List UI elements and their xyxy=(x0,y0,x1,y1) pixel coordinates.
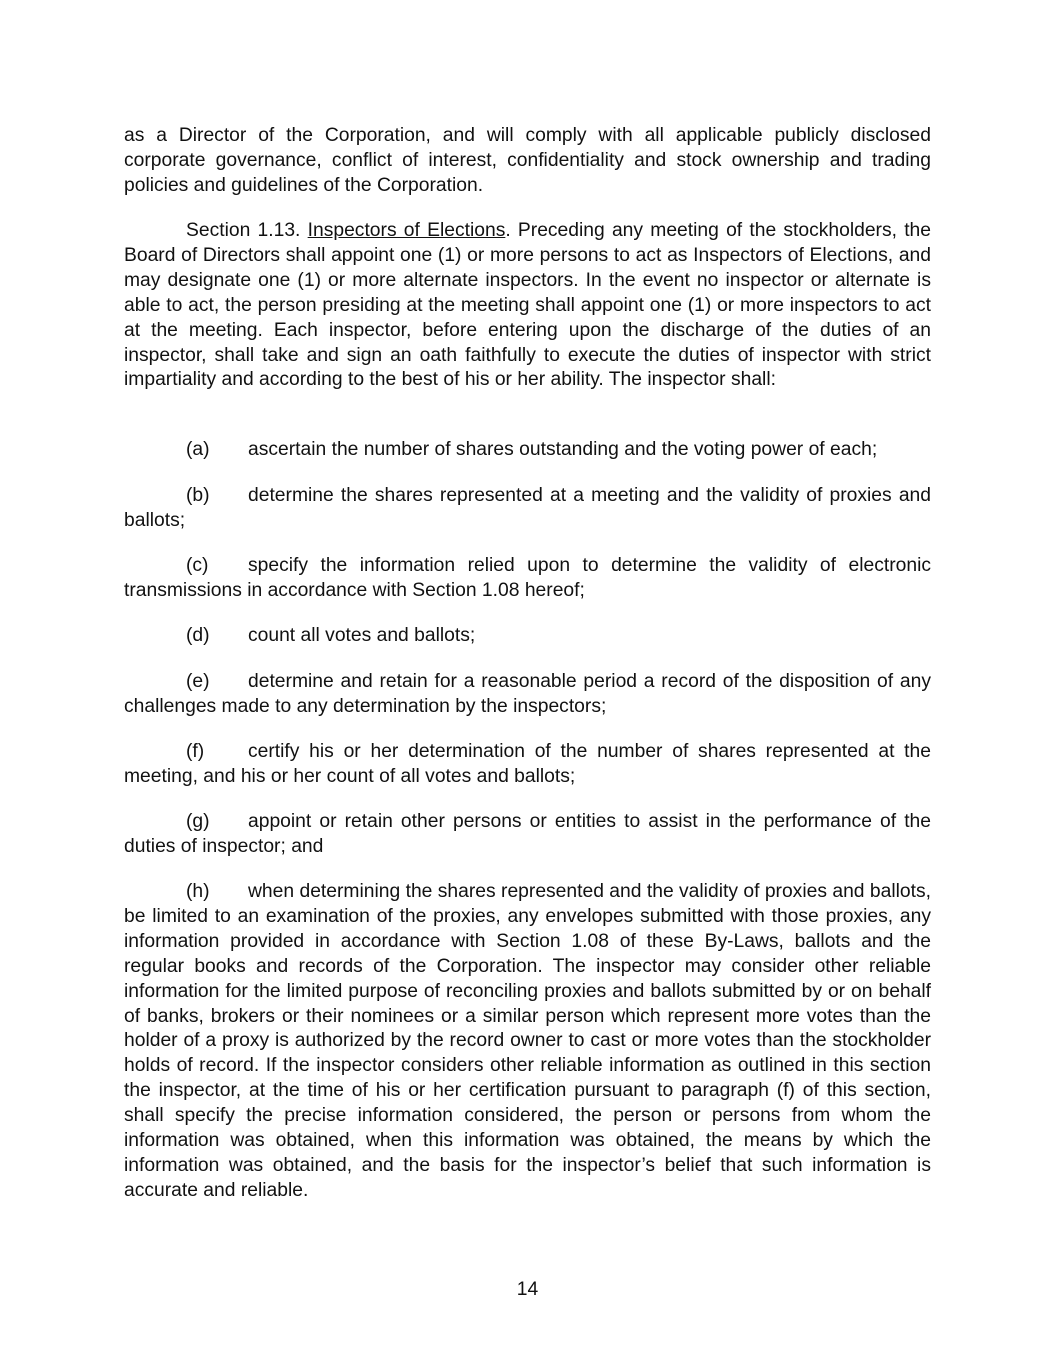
list-item xyxy=(124,554,931,604)
list-item-text: appoint or retain other persons or entities to assist in the performance of the duties of inspector; and xyxy=(124,811,931,857)
list-item-letter: (d) xyxy=(186,625,210,646)
list-item xyxy=(124,880,931,1204)
list-item-text: certify his or her determination of the number of shares represented at the meeting, and his or her count of all votes and ballots; xyxy=(124,741,931,787)
list-item-letter: (h) xyxy=(186,881,210,902)
section-title: Inspectors of Elections xyxy=(307,220,506,241)
section-1-13-paragraph xyxy=(124,219,931,393)
list-item-letter: (g) xyxy=(186,811,210,832)
list-item-text: specify the information relied upon to determine the validity of electronic transmissions in accordance with Section 1.08 hereof; xyxy=(124,555,931,601)
list-item xyxy=(124,670,931,720)
list-item xyxy=(124,810,931,860)
opening-paragraph: as a Director of the Corporation, and will comply with all applicable publicly disclosed corporate governance, conflict of interest, confidentiality and stock ownership and trading policies and guidelines of the Corporation. xyxy=(124,125,931,196)
list-item-text: determine and retain for a reasonable period a record of the disposition of any challenges made to any determination by the inspectors; xyxy=(124,671,931,717)
list-item xyxy=(124,740,931,790)
list-item-letter: (a) xyxy=(186,439,210,460)
list-item xyxy=(124,484,931,534)
list-item-text: count all votes and ballots; xyxy=(248,625,476,646)
list-item xyxy=(124,624,931,649)
list-item xyxy=(124,438,931,463)
list-item-letter: (f) xyxy=(186,741,205,762)
page-number: 14 xyxy=(516,1279,539,1300)
list-item-text: determine the shares represented at a meeting and the validity of proxies and ballots; xyxy=(124,485,931,531)
list-item-text: ascertain the number of shares outstanding and the voting power of each; xyxy=(248,439,878,460)
list-item-text: when determining the shares represented and the validity of proxies and ballots, be limited to an examination of the proxies, any envelopes submitted with those proxies, any information provided in accordance with Section 1.08 of these By-Laws, ballots and the regular books and records of the Corporation. The inspector may consider other reliable information for the limited purpose of reconciling proxies and ballots submitted by or on behalf of banks, brokers or their nominees or a similar person which represent more votes than the holder of a proxy is authorized by the record owner to cast or more votes than the stockholder holds of record. If the inspector considers other reliable information as outlined in this section the inspector, at the time of his or her certification pursuant to paragraph (f) of this section, shall specify the precise information considered, the person or persons from whom the information was obtained, when this information was obtained, the means by which the information was obtained, and the basis for the inspector’s belief that such information is accurate and reliable. xyxy=(124,881,931,1201)
list-item-letter: (c) xyxy=(186,555,209,576)
list-item-letter: (b) xyxy=(186,485,210,506)
list-item-letter: (e) xyxy=(186,671,210,692)
section-label: Section 1.13. xyxy=(186,220,301,241)
section-body: . Preceding any meeting of the stockholders, the Board of Directors shall appoint one (1) or more persons to act as Inspectors of Elections, and may designate one (1) or more alternate inspectors. In the event no inspector or alternate is able to act, the person presiding at the meeting shall appoint one (1) or more inspectors to act at the meeting. Each inspector, before entering upon the discharge of the duties of an inspector, shall take and sign an oath faithfully to execute the duties of inspector with strict impartiality and according to the best of his or her ability. The inspector shall: xyxy=(124,220,931,391)
